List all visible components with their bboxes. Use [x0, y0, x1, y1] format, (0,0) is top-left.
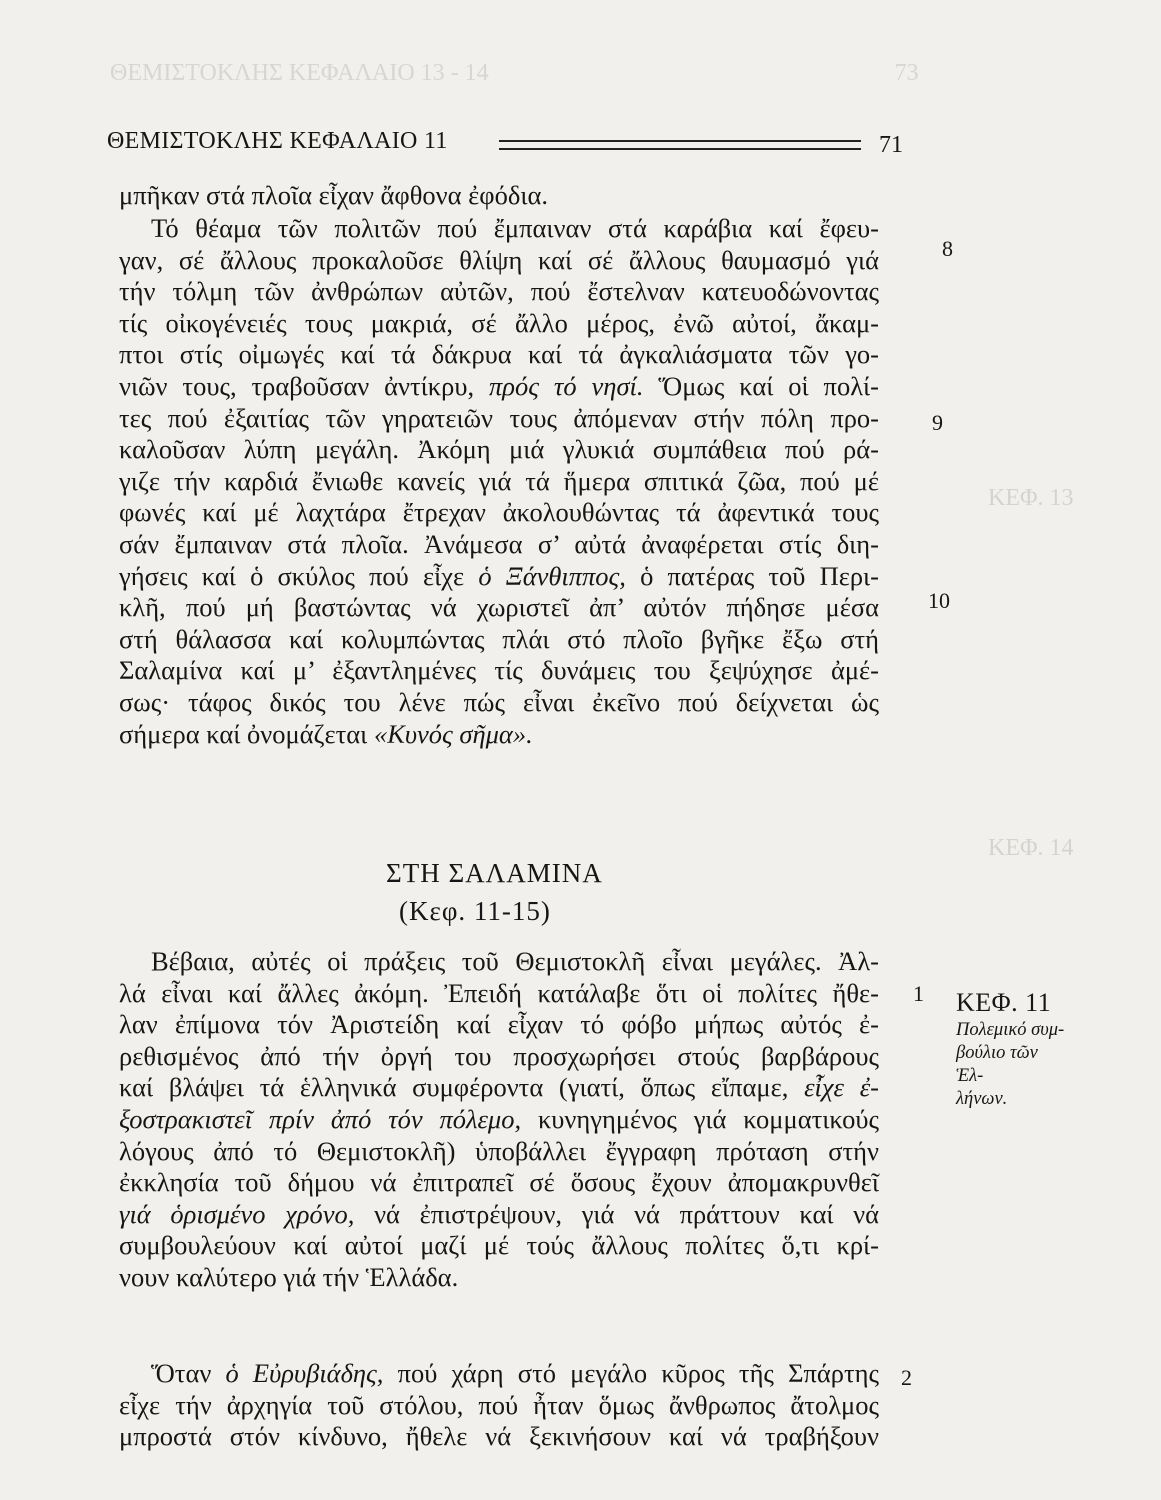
- text-line: νουν καλύτερο γιά τήν Ἑλλάδα.: [119, 1261, 459, 1292]
- text-line: Σαλαμίνα καί μ’ ἐξαντλημένες τίς δυνάμεις του ξεψύχησε ἀμέ-: [119, 655, 879, 686]
- text-line: γιά ὁρισμένο χρόνο, νά ἐπιστρέψουν, γιά νά πράττουν καί νά: [119, 1198, 879, 1229]
- margin-chapter-subtitle: Πολεμικό συμ- βούλιο τῶν Ἑλ- λήνων.: [956, 1020, 1065, 1109]
- text-line: στή θάλασσα καί κολυμπώντας πλάι στό πλοῖο βγῆκε ἔξω στή: [119, 623, 879, 654]
- text-line: γήσεις καί ὁ σκύλος πού εἶχε ὁ Ξάνθιππος, ὁ πατέρας τοῦ Περι-: [119, 560, 880, 591]
- text-line: λόγους ἀπό τό Θεμιστοκλῆ) ὑποβάλλει ἔγγραφη πρόταση στήν: [119, 1135, 879, 1166]
- text-line: συμβουλεύουν καί αὐτοί μαζί μέ τούς ἄλλους πολίτες ὅ,τι κρί-: [119, 1230, 879, 1261]
- text-line: νιῶν τους, τραβοῦσαν ἀντίκρυ, πρός τό νησί. Ὅμως καί οἱ πολί-: [119, 370, 879, 401]
- paragraph-evacuation: [119, 213, 879, 750]
- text-line: μπῆκαν στά πλοῖα εἶχαν ἄφθονα ἐφόδια.: [119, 180, 548, 210]
- text-line: καί βλάψει τά ἑλληνικά συμφέροντα (γιατί, ὅπως εἴπαμε, εἶχε ἐ-: [119, 1072, 879, 1103]
- bleed-through-chapter-13: ΚΕΦ. 13: [988, 485, 1074, 511]
- paragraph-continuation: [119, 180, 879, 212]
- text-line: μπροστά στόν κίνδυνο, ἤθελε νά ξεκινήσουν καί νά τραβήξουν: [119, 1421, 879, 1452]
- text-line: γαν, σέ ἄλλους προκαλοῦσε θλίψη καί σέ ἄλλους θαυμασμό γιά: [119, 244, 879, 275]
- text-line: τες πού ἐξαιτίας τῶν γηρατειῶν τους ἀπόμεναν στήν πόλη προ-: [119, 402, 879, 433]
- text-line: Τό θέαμα τῶν πολιτῶν πού ἔμπαιναν στά καράβια καί ἔφευ-: [151, 213, 879, 243]
- header-rule-second: [499, 148, 861, 150]
- text-line: τήν τόλμη τῶν ἀνθρώπων αὐτῶν, πού ἔστελναν κατευοδώνοντας: [119, 276, 879, 307]
- paragraph-aristides: [119, 946, 879, 1294]
- section-title: ΣΤΗ ΣΑΛΑΜΙΝΑ: [386, 858, 603, 888]
- text-line: καλοῦσαν λύπη μεγάλη. Ἀκόμη μιά γλυκιά συμπάθεια πού ρά-: [119, 434, 879, 465]
- header-rule: [499, 140, 861, 142]
- text-line: σήμερα καί ὀνομάζεται «Κυνός σῆμα».: [119, 718, 533, 749]
- section-subtitle: (Κεφ. 11-15): [399, 896, 551, 926]
- margin-chapter-title: ΚΕΦ. 11: [956, 988, 1052, 1017]
- bleed-through-chapter-14: ΚΕΦ. 14: [988, 835, 1074, 861]
- text-line: πτοι στίς οἰμωγές καί τά δάκρυα καί τά ἀγκαλιάσματα τῶν γο-: [119, 339, 879, 370]
- line-number: 9: [932, 410, 943, 435]
- bleed-through-header: ΘΕΜΙΣΤΟΚΛΗΣ ΚΕΦΑΛΑΙΟ 13 - 14 73: [110, 60, 919, 86]
- header-title: ΘΕΜΙΣΤΟΚΛΗΣ ΚΕΦΑΛΑΙΟ 11: [107, 128, 448, 154]
- text-line: τίς οἰκογένειές τους μακριά, σέ ἄλλο μέρος, ἐνῶ αὐτοί, ἄκαμ-: [119, 307, 879, 338]
- line-number: 1: [913, 981, 924, 1006]
- text-line: σως· τάφος δικός του λένε πώς εἶναι ἐκεῖνο πού δείχνεται ὡς: [119, 686, 879, 717]
- line-number: 2: [901, 1365, 912, 1390]
- text-line: φωνές καί μέ λαχτάρα ἔτρεχαν ἀκολουθώντας τά ἀφεντικά τους: [119, 497, 879, 528]
- text-line: Ὅταν ὁ Εὐρυβιάδης, πού χάρη στό μεγάλο κῦρος τῆς Σπάρτης: [151, 1358, 879, 1388]
- text-line: ἐκκλησία τοῦ δήμου νά ἐπιτραπεῖ σέ ὅσους ἔχουν ἀπομακρυνθεῖ: [119, 1167, 879, 1198]
- text-line: σάν ἔμπαιναν στά πλοῖα. Ἀνάμεσα σ’ αὐτά ἀναφέρεται στίς διη-: [119, 528, 879, 559]
- text-line: εἶχε τήν ἀρχηγία τοῦ στόλου, πού ἦταν ὅμως ἄνθρωπος ἄτολμος: [119, 1389, 879, 1420]
- text-line: λαν ἐπίμονα τόν Ἀριστείδη καί εἶχαν τό φόβο μήπως αὐτός ἐ-: [119, 1009, 879, 1040]
- page-header: [107, 128, 903, 168]
- text-line: γιζε τήν καρδιά ἔνιωθε κανείς γιά τά ἥμερα σπιτικά ζῶα, πού μέ: [119, 465, 879, 496]
- text-line: Βέβαια, αὐτές οἱ πράξεις τοῦ Θεμιστοκλῆ εἶναι μεγάλες. Ἀλ-: [151, 946, 879, 976]
- text-line: λά εἶναι καί ἄλλες ἀκόμη. Ἐπειδή κατάλαβε ὅτι οἱ πολίτες ἤθε-: [119, 977, 879, 1008]
- line-number: 8: [942, 236, 953, 261]
- line-number: 10: [928, 588, 950, 613]
- text-line: ρεθισμένος ἀπό τήν ὀργή του προσχωρήσει στούς βαρβάρους: [119, 1040, 879, 1071]
- page-number: 71: [879, 132, 903, 158]
- paragraph-eurybiades: [119, 1358, 879, 1453]
- text-line: ξοστρακιστεῖ πρίν ἀπό τόν πόλεμο, κυνηγημένος γιά κομματικούς: [119, 1103, 879, 1134]
- text-line: κλῆ, πού μή βαστώντας νά χωριστεῖ ἀπ’ αὐτόν πήδησε μέσα: [119, 592, 879, 623]
